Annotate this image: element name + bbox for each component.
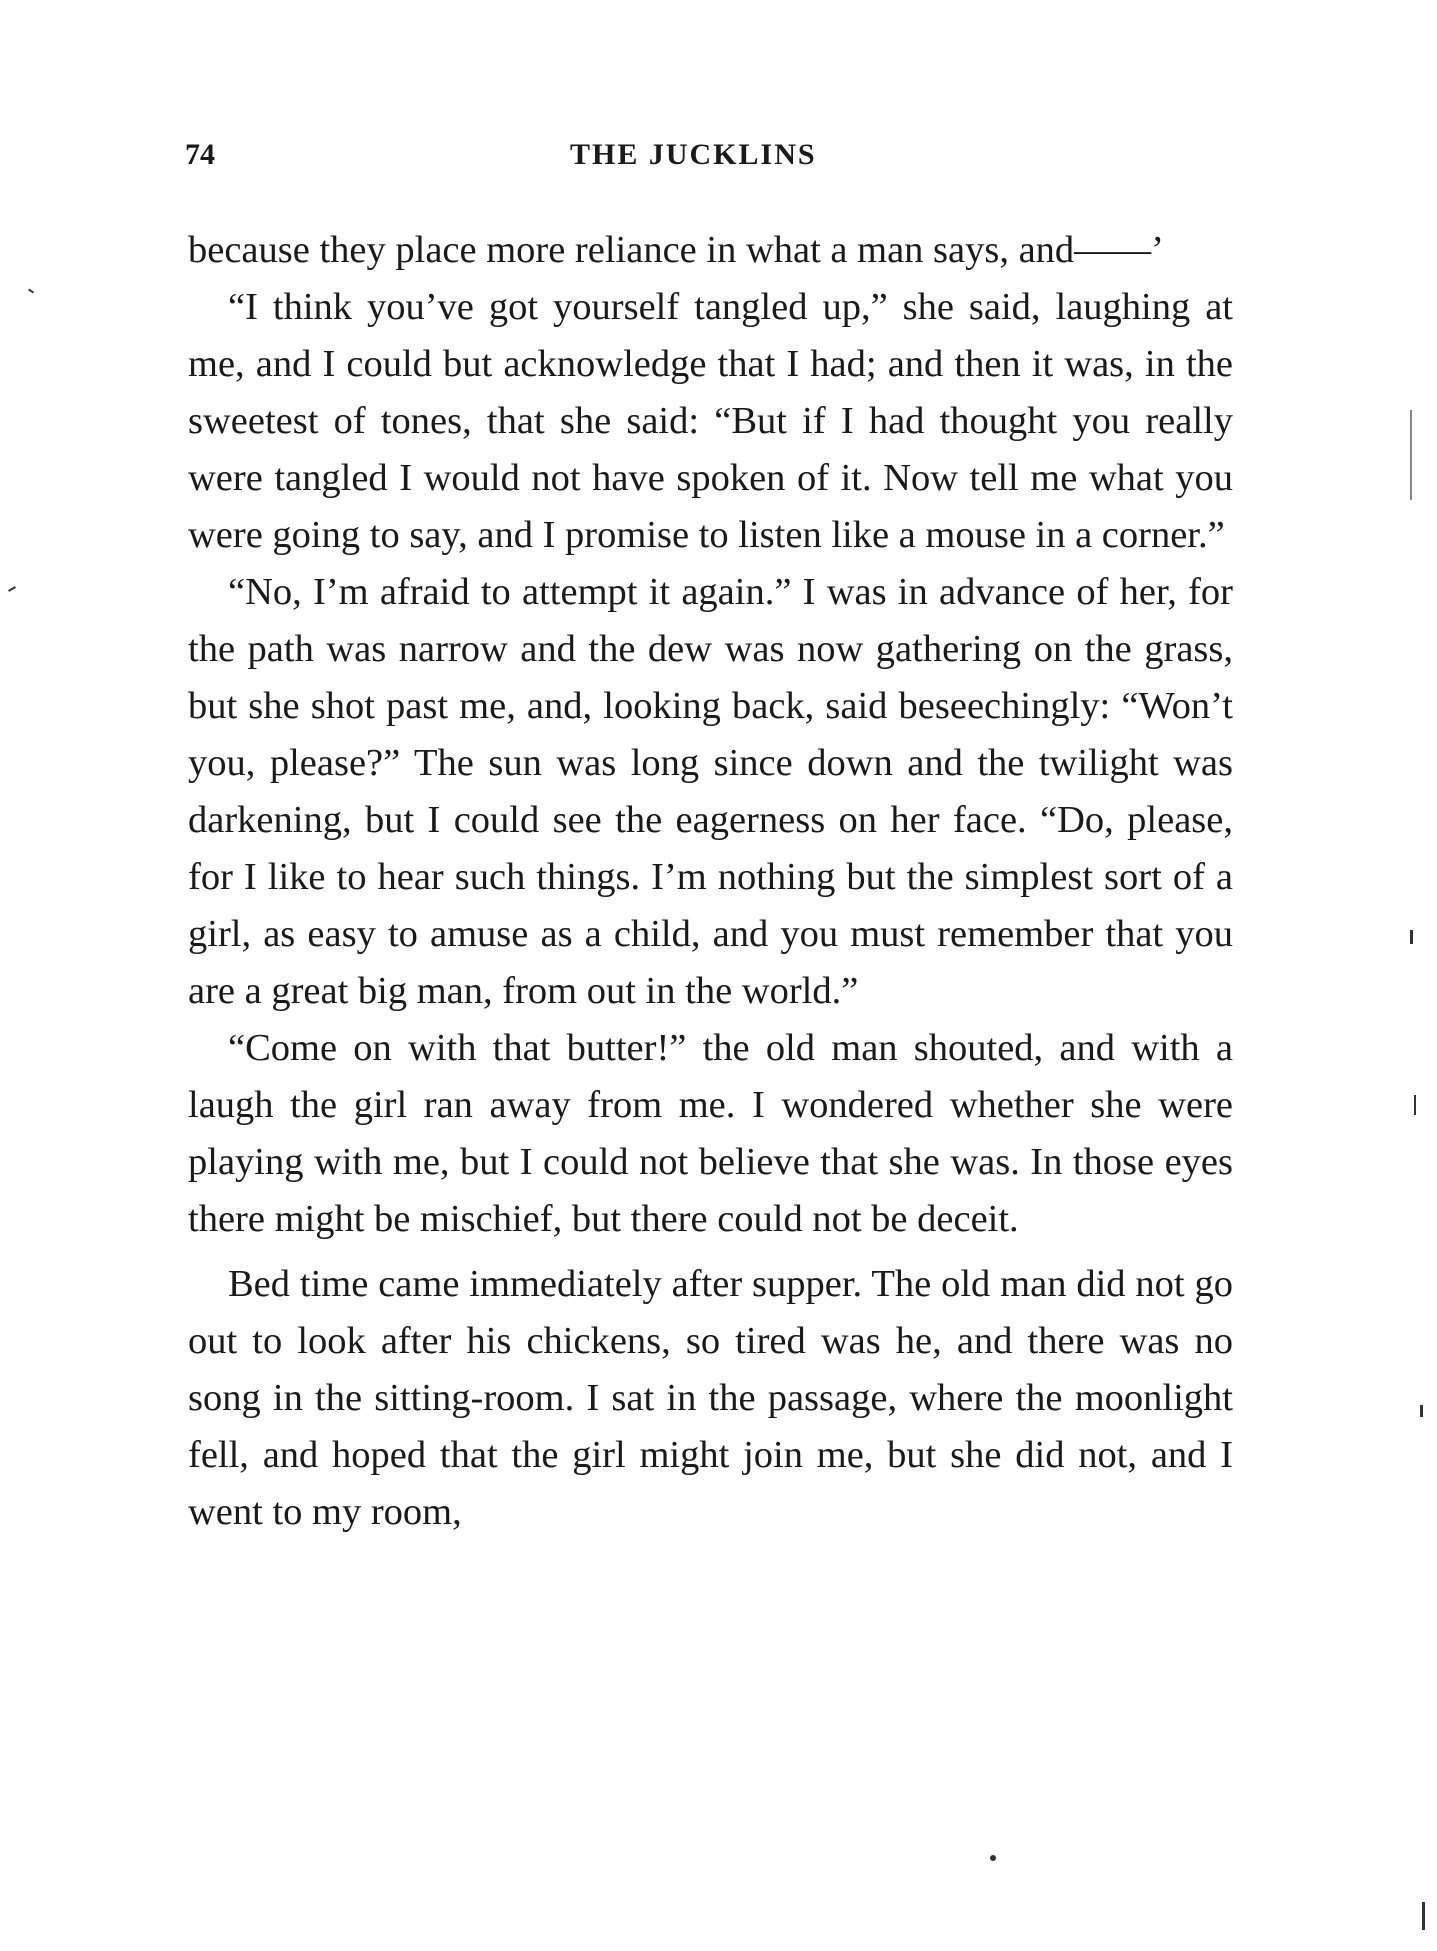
- body-text: [188, 222, 1233, 1541]
- page-number: 74: [185, 138, 215, 171]
- paragraph-3: “No, I’m afraid to attempt it again.” I was in advance of her, for the path was narrow and the dew was now gathering on the grass, but she shot past me, and, looking back, said beseechingly: “Won’t you, please?” The sun was long since down and the twilight was darkening, but I could see the eagerness on her face. “Do, please, for I like to hear such things. I’m nothing but the simplest sort of a girl, as easy to amuse as a child, and you must remember that you are a great big man, from out in the world.”: [188, 571, 1233, 1012]
- scan-speck: [1410, 930, 1413, 944]
- paragraph-2: “I think you’ve got yourself tangled up,” she said, laughing at me, and I could but acknowledge that I had; and then it was, in the sweetest of tones, that she said: “But if I had thought you really were tangled I would not have spoken of it. Now tell me what you were going to say, and I promise to listen like a mouse in a corner.”: [188, 286, 1233, 556]
- running-head: THE JUCKLINS: [570, 138, 817, 171]
- scan-speck: [990, 1855, 996, 1861]
- scan-speck: [1414, 1095, 1416, 1115]
- paragraph-4: “Come on with that butter!” the old man shouted, and with a laugh the girl ran away from me. I wondered whether she were playing with me, but I could not believe that she was. In those eyes there might be mischief, but there could not be deceit.: [188, 1027, 1233, 1240]
- scan-speck: [28, 288, 34, 293]
- scan-speck: [1410, 410, 1412, 500]
- scan-speck: [1420, 1405, 1423, 1417]
- paragraph-1: because they place more reliance in what a man says, and——’: [188, 229, 1164, 271]
- page-header: [185, 138, 1245, 178]
- scan-speck: [8, 586, 16, 592]
- paragraph-5: Bed time came immediately after supper. The old man did not go out to look after his chickens, so tired was he, and there was no song in the sitting-room. I sat in the passage, where the moonlight fell, and hoped that the girl might join me, but she did not, and I went to my room,: [188, 1263, 1233, 1533]
- scan-speck: [1422, 1902, 1425, 1930]
